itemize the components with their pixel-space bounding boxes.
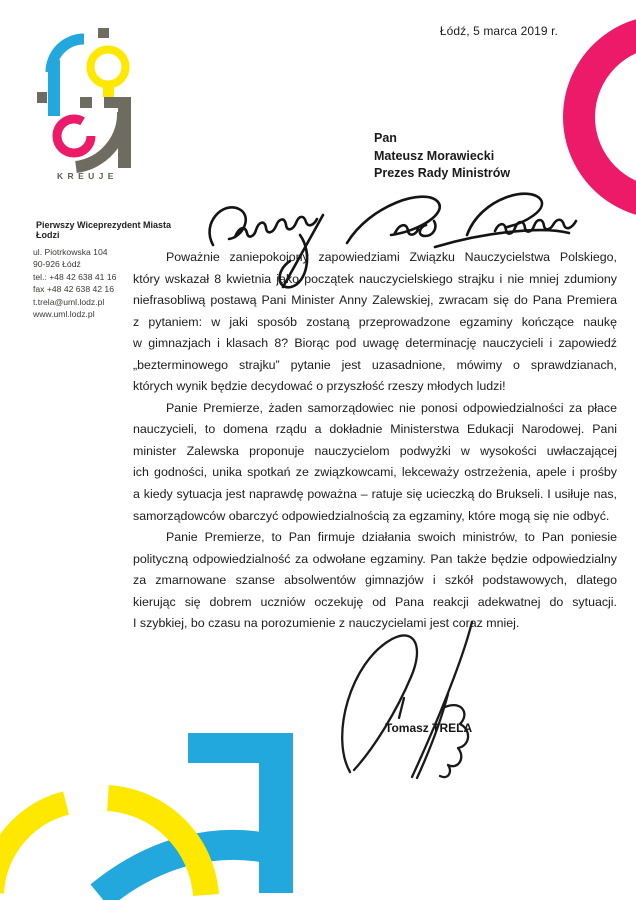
logo-tagline: KREUJE xyxy=(57,171,118,181)
body-line: ich godności, unika spotkań ze związkowcami, lekceważy ostrzeżenia, apele i prośby xyxy=(133,465,617,480)
body-line: „bezterminowego strajku” pytanie jest uzasadnione, mówimy o sprawdzianach, xyxy=(133,357,617,372)
body-line: minister Zalewska proponuje nauczycielom podwyżki w wysokości uwłaczającej xyxy=(133,443,617,458)
recipient-line-salutation: Pan xyxy=(374,131,397,145)
body-line: Panie Premierze, to Pan firmuje działania swoich ministrów, to Pan poniesie xyxy=(166,530,617,545)
letter-body xyxy=(133,247,617,635)
address-line-email: t.trela@uml.lodz.pl xyxy=(33,296,105,307)
body-paragraph xyxy=(133,247,617,398)
bottom-brand-decoration xyxy=(0,725,320,900)
body-line: nauczycieli, to domena rządu a dokładnie Ministerstwa Edukacji Narodowej. Pani xyxy=(133,422,617,437)
recipient-line-title: Prezes Rady Ministrów xyxy=(374,166,511,181)
address-line-website: www.uml.lodz.pl xyxy=(33,309,95,320)
body-paragraph xyxy=(133,398,617,527)
address-line: fax +48 42 638 42 16 xyxy=(33,284,114,295)
body-line: z pytaniem: w jaki sposób zostaną przeprowadzone egzaminy kończące naukę xyxy=(133,314,617,329)
body-line: I szybkiej, bo czasu na porozumienie z nauczycielami jest coraz mniej. xyxy=(133,616,520,631)
body-line: a kiedy sytuacja jest naprawdę poważna – ratuje się ucieczką do Brukseli. I usiłuje nas, xyxy=(133,487,617,502)
signature-scribble xyxy=(320,612,512,790)
body-line: polityczną odpowiedzialność za odwołane egzaminy. Pan także będzie odpowiedzialny xyxy=(133,551,617,566)
body-line: niefrasobliwą postawą Pani Minister Anny Zalewskiej, zwracam się do Pana Premiera xyxy=(133,293,617,308)
body-line: który wskazał 8 kwietnia jako początek nauczycielskiego strajku i nie mniej zdumiony xyxy=(133,271,617,286)
sender-title: Pierwszy Wiceprezydent Miasta Łodzi xyxy=(36,220,171,240)
lodz-kreuje-logo xyxy=(28,28,136,182)
address-line: 90-926 Łódź xyxy=(33,259,81,270)
body-line: za zmarnowane szanse absolwentów gimnazjów i szkół podstawowych, dlatego xyxy=(133,573,617,588)
recipient-line-name: Mateusz Morawiecki xyxy=(374,148,495,163)
body-line: kierując się dobrem uczniów oczekuję od Pana reakcji adekwatnej do sytuacji. xyxy=(133,594,617,609)
body-line: Poważnie zaniepokojony zapowiedziami Związku Nauczycielstwa Polskiego, xyxy=(166,250,617,264)
body-line: samorządowców obarczyć odpowiedzialnością za egzaminy, które mogą się nie odbyć. xyxy=(133,508,610,523)
body-line: Panie Premierze, żaden samorządowiec nie ponosi odpowiedzialności za płace xyxy=(166,400,617,415)
address-line: tel.: +48 42 638 41 16 xyxy=(33,271,117,282)
address-line: ul. Piotrkowska 104 xyxy=(33,247,108,257)
body-line: których wynik będzie decydować o przyszłość rzeszy młodych ludzi! xyxy=(133,379,506,394)
body-line: w gimnazjach i klasach 8? Biorąc pod uwagę determinację nauczycieli i zapowiedź xyxy=(133,336,617,351)
letter-date: Łódź, 5 marca 2019 r. xyxy=(439,24,558,38)
signatory-name: Tomasz TRELA xyxy=(385,721,473,735)
